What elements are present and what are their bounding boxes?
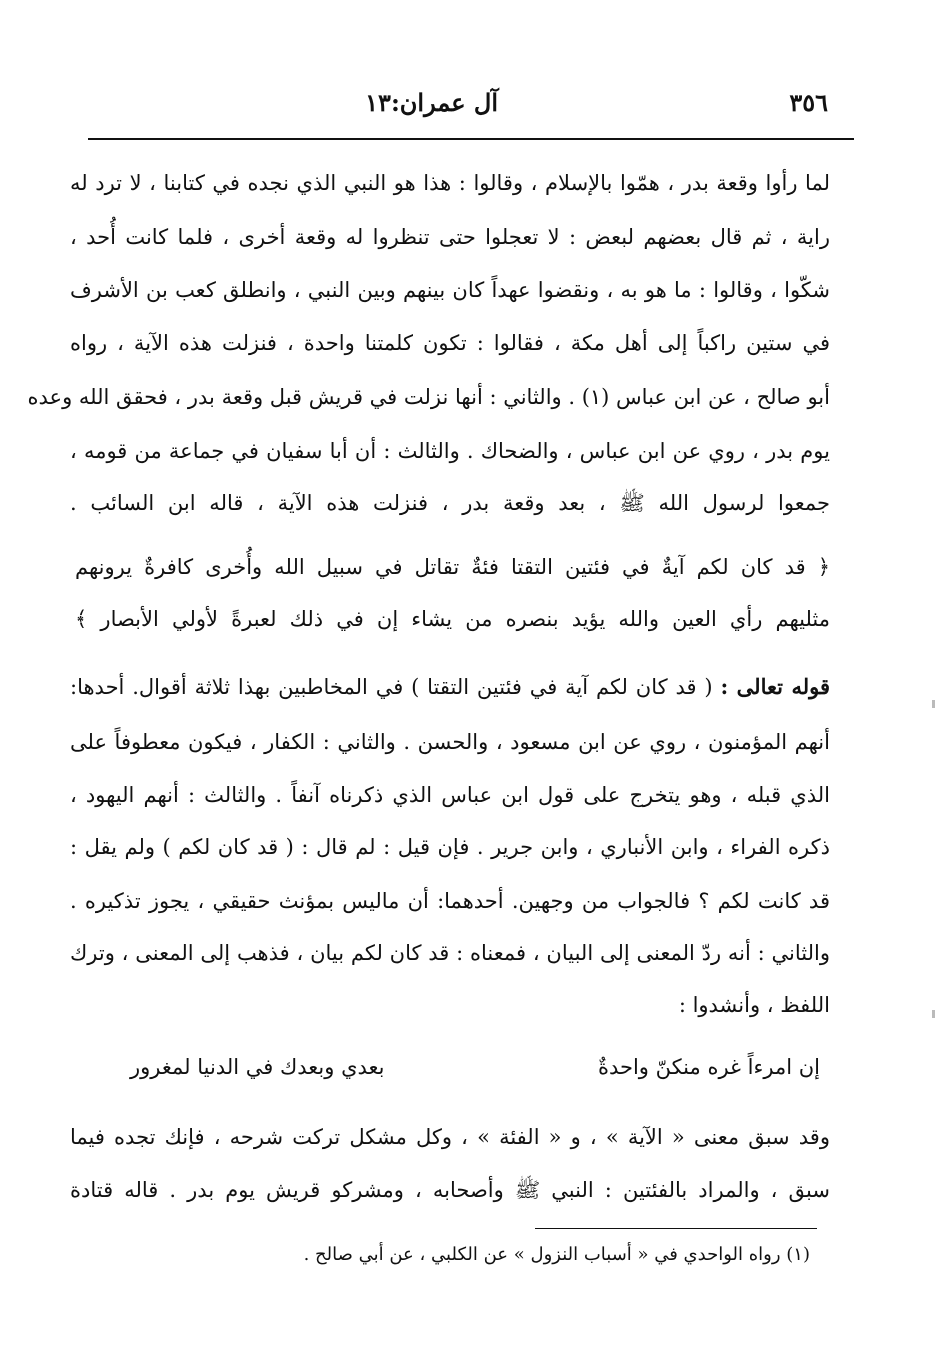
footnote-divider (535, 1228, 817, 1229)
header-divider (88, 138, 854, 140)
body-line: شكّوا ، وقالوا : ما هو به ، ونقضوا عهداً كان بينهم وبين النبي ، وانطلق كعب بن الأشرف (70, 278, 830, 302)
tafsir-first-line (70, 672, 830, 702)
margin-speck (932, 700, 935, 708)
tafsir-line: الذي قبله ، وهو يتخرج على قول ابن عباس الذي ذكرناه آنفاً . والثالث : أنهم اليهود ، (70, 783, 830, 807)
body-line: أبو صالح ، عن ابن عباس (١) . والثاني : أنها نزلت في قريش قبل وقعة بدر ، فحقق الله وعده (27, 385, 830, 409)
poem-first-hemistich: إن امرءاً غره منكنّ واحدةٌ (597, 1055, 820, 1079)
page-number: ٣٥٦ (789, 88, 828, 117)
tafsir-lead: قوله تعالى : (720, 674, 830, 699)
body-line: يوم بدر ، روي عن ابن عباس ، والضحاك . والثالث : أن أبا سفيان في جماعة من قومه ، (70, 439, 830, 463)
poem-verse (130, 1052, 820, 1086)
body-line: في ستين راكباً إلى أهل مكة ، فقالوا : تكون كلمتنا واحدة ، فنزلت هذه الآية ، رواه (70, 331, 830, 355)
quran-verse-line: مثليهم رأي العين والله يؤيد بنصره من يشاء إن في ذلك لعبرةً لأولي الأبصار ﴾ (75, 607, 830, 631)
quran-verse-line: ﴿ قد كان لكم آيةٌ في فئتين التقتا فئةٌ تقاتل في سبيل الله وأُخرى كافرةٌ يرونهم (75, 555, 830, 579)
tafsir-line: والثاني : أنه ردّ المعنى إلى البيان ، فمعناه : قد كان لكم بيان ، فذهب إلى المعنى ، وترك (70, 941, 830, 965)
tafsir-line: ( قد كان لكم آية في فئتين التقتا ) في المخاطبين بهذا ثلاثة أقوال. أحدها: (70, 675, 713, 699)
tafsir-line: اللفظ ، وأنشدوا : (678, 993, 830, 1017)
body-line: راية ، ثم قال بعضهم لبعض : لا تعجلوا حتى تنظروا له وقعة أخرى ، فلما كانت أُحد ، (70, 225, 830, 249)
poem-second-hemistich: بعدي وبعدك في الدنيا لمغرور (130, 1055, 385, 1079)
body-line: لما رأوا وقعة بدر ، همّوا بالإسلام ، وقالوا : هذا هو النبي الذي نجده في كتابنا ، لا ترد له (70, 171, 830, 195)
running-title: آل عمران:١٣ (365, 88, 498, 117)
closing-line: وقد سبق معنى « الآية » ، و « الفئة » ، وكل مشكل تركت شرحه ، فإنك تجده فيما (70, 1125, 830, 1149)
closing-line: سبق ، والمراد بالفئتين : النبي ﷺ وأصحابه ، ومشركو قريش يوم بدر . قاله قتادة (70, 1178, 830, 1202)
tafsir-line: أنهم المؤمنون ، روي عن ابن مسعود ، والحسن . والثاني : الكفار ، فيكون معطوفاً على (70, 730, 830, 754)
margin-speck (932, 1010, 935, 1018)
tafsir-line: ذكره الفراء ، وابن الأنباري ، وابن جرير . فإن قيل : لم قال : ( قد كان لكم ) ولم يقل : (70, 835, 830, 859)
body-line: جمعوا لرسول الله ﷺ ، بعد وقعة بدر ، فنزلت هذه الآية ، قاله ابن السائب . (70, 491, 830, 515)
tafsir-line: قد كانت لكم ؟ فالجواب من وجهين. أحدهما: أن ماليس بمؤنث حقيقي ، يجوز تذكيره . (70, 889, 830, 913)
page-header (100, 84, 828, 124)
footnote: (١) رواه الواحدي في « أسباب النزول » عن الكلبي ، عن أبي صالح . (303, 1244, 810, 1265)
